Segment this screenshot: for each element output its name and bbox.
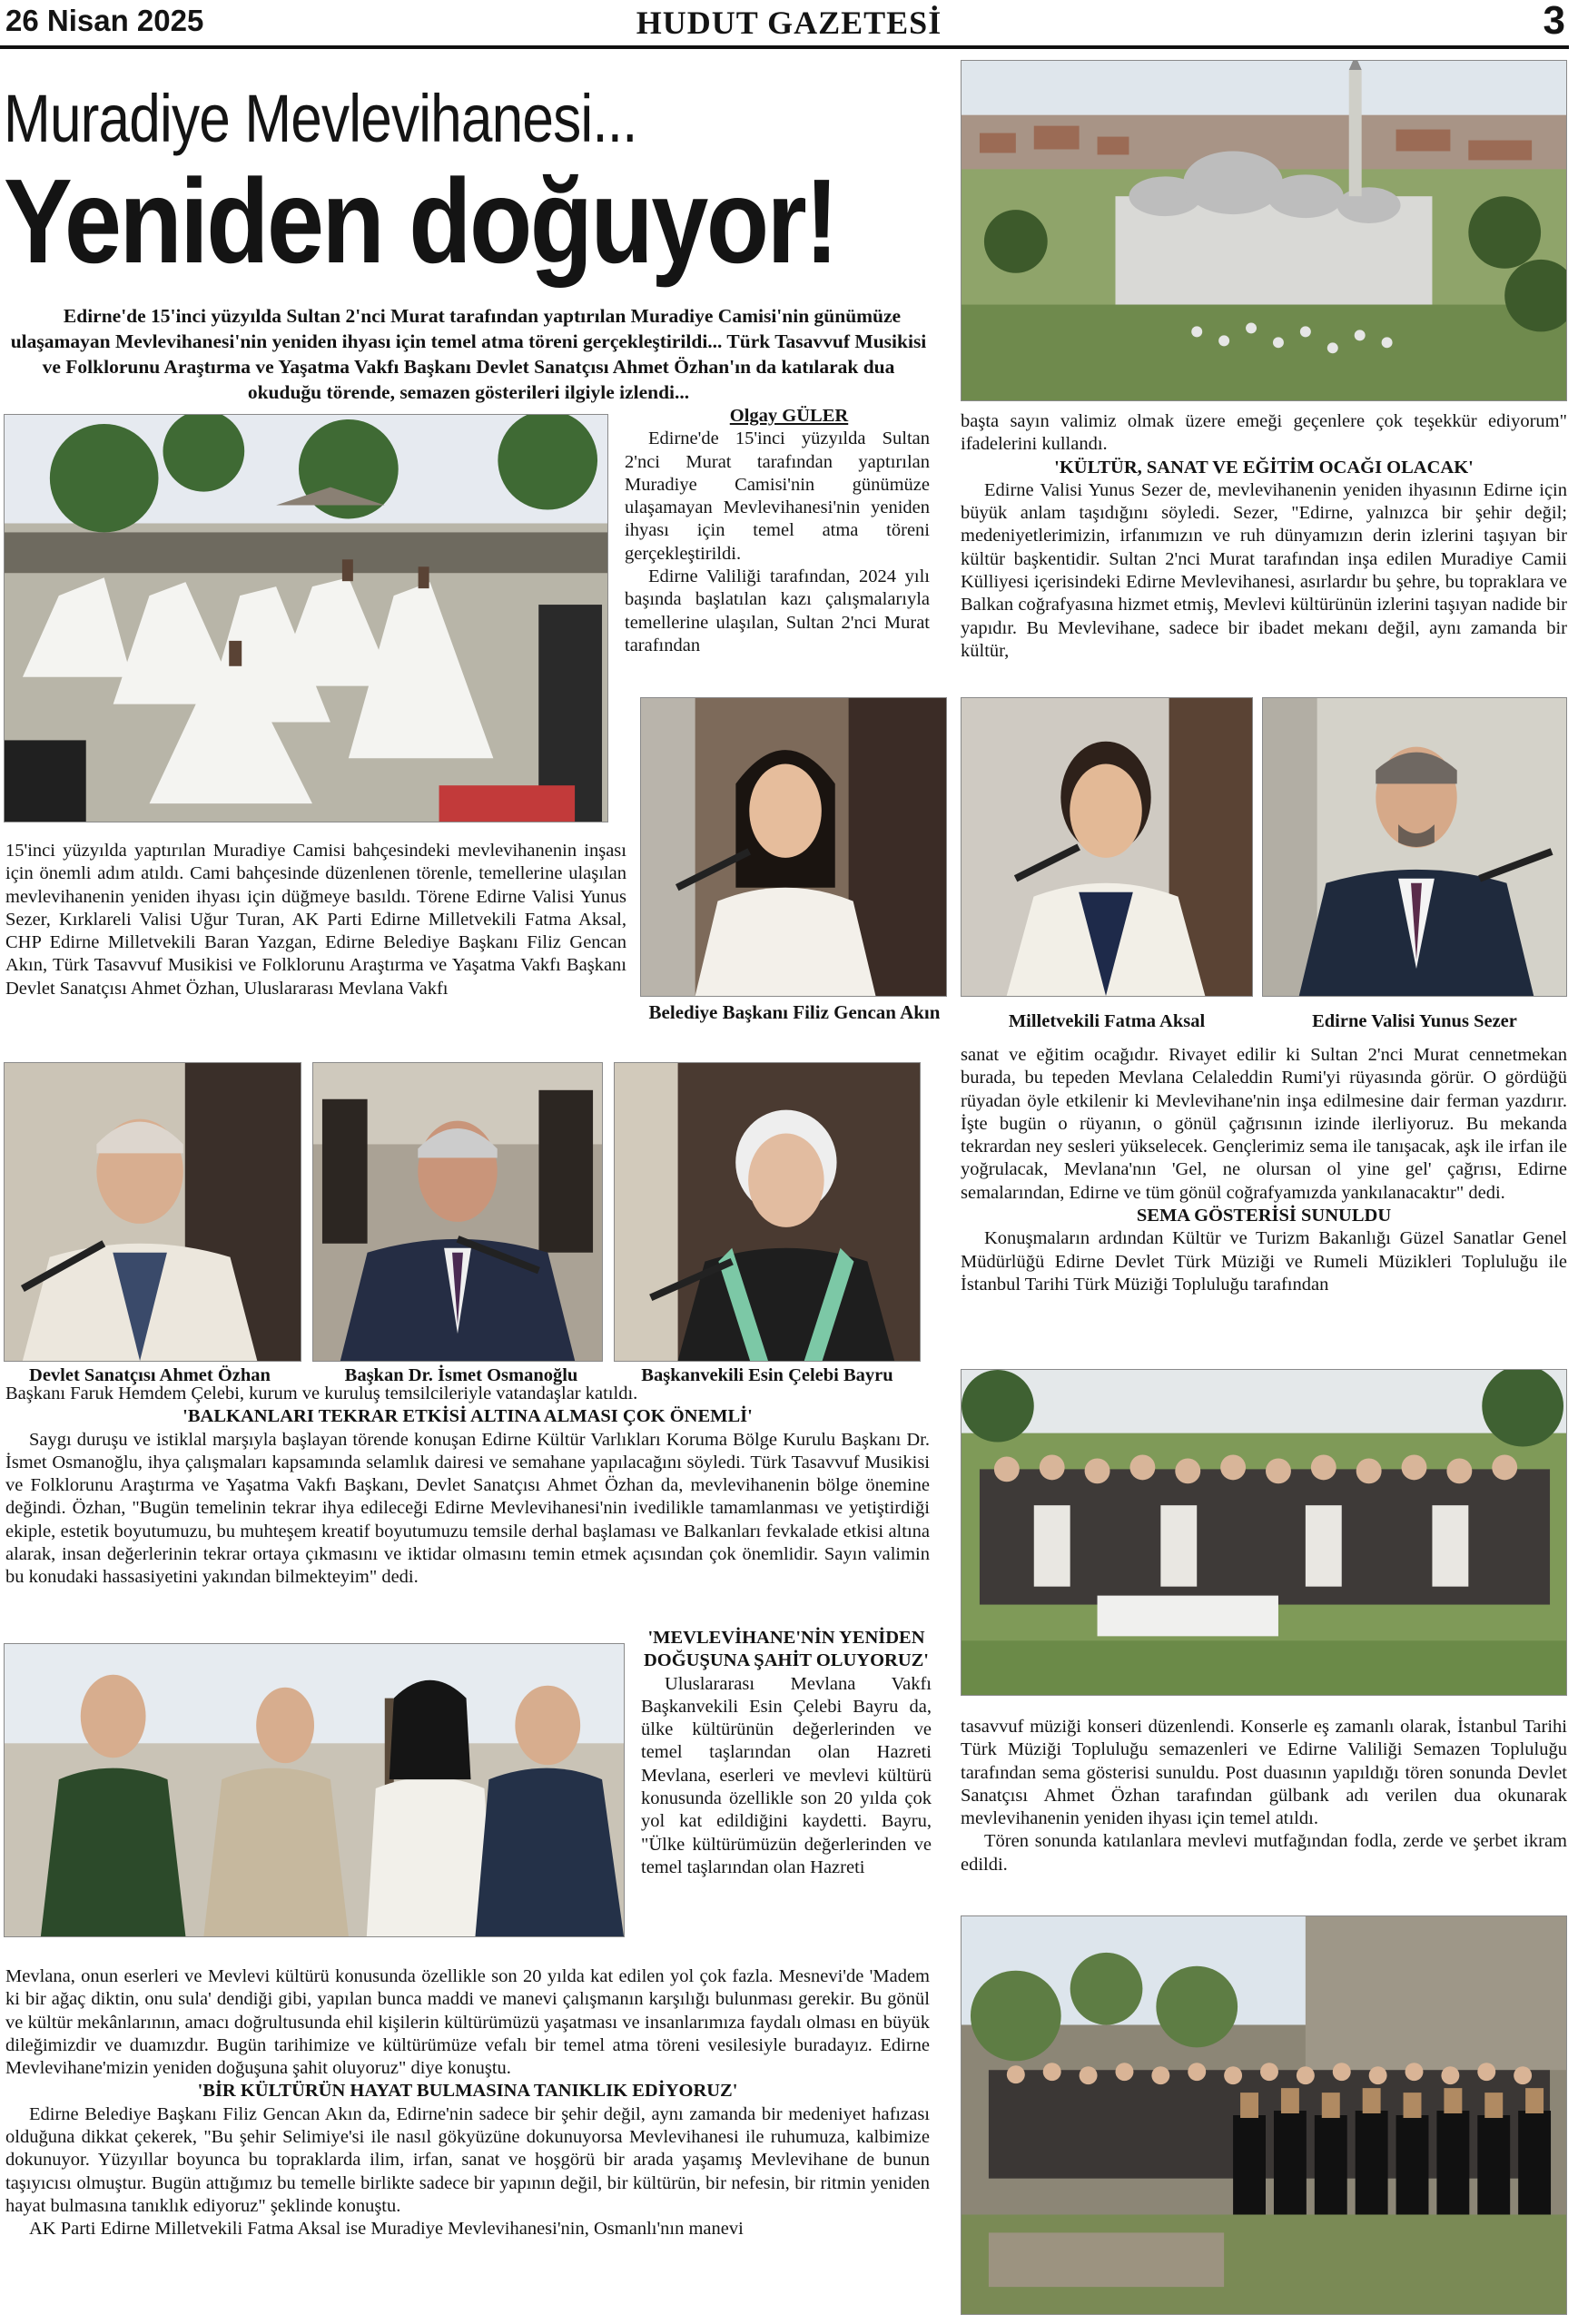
masthead-date: 26 Nisan 2025 (5, 4, 204, 37)
caption-ozhan: Devlet Sanatçısı Ahmet Özhan (29, 1365, 271, 1385)
photo-ozhan (4, 1062, 301, 1362)
col-r2-p2: Konuşmaların ardından Kültür ve Turizm Bakanlığı Güzel Sanatlar Genel Müdürlüğü Edirne Devlet Türk Müziği ve Rumeli Müzikleri Topluluğu ile İstanbul Tarihi Türk Müziği Topluluğu tarafından (961, 1228, 1567, 1295)
photo-mp (961, 697, 1253, 997)
col-c-sub1: 'BALKANLARI TEKRAR ETKİSİ ALTINA ALMASI ÇOK ÖNEMLİ' (182, 1406, 753, 1427)
photo-handshake (4, 1643, 625, 1937)
col-r3-p1: tasavvuf müziği konseri düzenlendi. Konserle eş zamanlı olarak, İstanbul Tarihi Türk Müziği Topluluğu semazenleri ve Edirne Valiliği Semazen Topluluğu tarafından sema gösterisi sunuldu. Post duasının yapıldığı tören sonunda Devlet Sanatçısı Ahmet Özhan tarafından gülbank adı verilen dua okunarak mevlevihanenin yeniden ihyası için temel atıldı. (961, 1717, 1567, 1829)
photo-mayor (640, 697, 947, 997)
col-e-p3: AK Parti Edirne Milletvekili Fatma Aksal ise Muradiye Mevlevihanesi'nin, Osmanlı'nın manevi (29, 2219, 744, 2240)
kicker: Muradiye Mevlevihanesi... (4, 81, 637, 156)
col-a-p1: Edirne'de 15'inci yüzyılda Sultan 2'nci Murat tarafından yaptırılan Muradiye Camisi'nin günümüze ulaşamayan Mevlevihanesi'nin yeniden ihyası için temel atma töreni gerçekleştirildi. (625, 428, 930, 564)
col-d-p1: Uluslararası Mevlana Vakfı Başkanvekili Esin Çelebi Bayru da, ülke kültürünün değerlerinden ve temel taşlarından olan Hazreti Mevlana, eserleri ve mevlevi kültürü konusunda özellikle son 20 yılda çok yol kat edildiğini kaydetti. Bayru, "Ülke kültürümüzün değerlerinden ve temel taşlarından olan Hazreti (641, 1673, 932, 1877)
col-r2-sub: SEMA GÖSTERİSİ SUNULDU (1136, 1206, 1392, 1226)
lead-paragraph: Edirne'de 15'inci yüzyılda Sultan 2'nci Murat tarafından yaptırılan Muradiye Camisi'nin günümüze ulaşamayan Mevlevihanesi'nin yeniden ihyası için temel atma töreni gerçekleştirildi... Türk Tasavvuf Musikisi ve Folklorunu Araştırma ve Yaşatma Vakfı Başkanı Devlet Sanatçısı Ahmet Özhan'ın da katılarak dua okuduğu törende, semazen gösterileri ilgiyle izlendi... (10, 305, 927, 403)
photo-semazen (4, 414, 608, 822)
col-e-p1: Mevlana, onun eserleri ve Mevlevi kültürü konusunda özellikle son 20 yılda kat edilen yol çok fazla. Mesnevi'de 'Madem ki bir ağaç diktin, onu sula' dendiği gibi, yapılan bunca maddi ve manevi çalışmanın karşılığı bulunması gerekir. Bu gönül ve kültür mekânlarının, amacı doğrultusunda ehil kişilerin kültürümüzü yaşatması ve insanlarımıza faydalı olması en büyük dileğimizdir ve duamızdır. Bugün tarihimize ve kültürümüze vefalı bir temel atma töreni vesilesiyle buradayız. Edirne Mevlevihane'mizin yeniden doğuşuna şahit oluyoruz" diye konuştu. (5, 1966, 930, 2079)
photo-aerial-mosque (961, 60, 1567, 401)
headline: Yeniden doğuyor! (4, 154, 837, 288)
col-e-sub: 'BİR KÜLTÜRÜN HAYAT BULMASINA TANIKLIK EDİYORUZ' (197, 2081, 738, 2102)
col-a-p2: Edirne Valiliği tarafından, 2024 yılı başında başlatılan kazı çalışmalarıyla temellerine ulaşılan, Sultan 2'nci Murat tarafından (625, 566, 930, 655)
newspaper-name: HUDUT GAZETESİ (636, 5, 942, 41)
col-d-sub: 'MEVLEVİHANE'NİN YENİDEN DOĞUŞUNA ŞAHİT OLUYORUZ' (643, 1628, 930, 1671)
caption-mayor: Belediye Başkanı Filiz Gencan Akın (648, 1001, 941, 1023)
col-r1-sub: 'KÜLTÜR, SANAT VE EĞİTİM OCAĞI OLACAK' (1054, 457, 1474, 478)
masthead-rule (0, 45, 1569, 49)
col-b-p1: 15'inci yüzyılda yaptırılan Muradiye Camisi bahçesindeki mevlevihanenin inşası için önemli adım atıldı. Cami bahçesinde düzenlenen törenle, temellerine ulaşılan mevlevihanenin yeniden ihyası için düğmeye basıldı. Törene Edirne Valisi Yunus Sezer, Kırklareli Valisi Uğur Turan, AK Parti Edirne Milletvekili Fatma Aksal, CHP Edirne Milletvekili Baran Yazgan, Edirne Belediye Başkanı Filiz Gencan Akın, Türk Tasavvuf Musikisi ve Folklorunu Araştırma ve Yaşatma Vakfı Başkanı Devlet Sanatçısı Ahmet Özhan, Uluslararası Mevlana Vakfı (5, 841, 626, 999)
col-c-p1: Başkanı Faruk Hemdem Çelebi, kurum ve kuruluş temsilcileriyle vatandaşlar katıldı. (5, 1384, 638, 1403)
caption-bayru: Başkanvekili Esin Çelebi Bayru (641, 1365, 893, 1385)
photo-group-semazen (961, 1915, 1567, 2315)
photo-bayru (614, 1062, 921, 1362)
col-r3-p2: Tören sonunda katılanlara mevlevi mutfağından fodla, zerde ve şerbet ikram edildi. (961, 1831, 1567, 1875)
col-e-p2: Edirne Belediye Başkanı Filiz Gencan Akın da, Edirne'nin sadece bir şehir değil, aynı zamanda bir medeniyet hafızası olduğuna dikkat çekerek, "Bu şehir Selimiye'si ile nasıl gökyüzüne dokunuyorsa Mevlevihanesi ile ruhumuza, kalbimize dokunuyor. Yüzyıllar boyunca bu topraklarda ilim, irfan, sanat ve hoşgörü bir arada yaşamış Mevlevihane de bunun taşıyıcısı olmuştur. Bugün attığımız bu temelle birlikte sadece bir yapının değil, bir kültürün, bir nefesin, bir ritmin yeniden hayat bulmasına tanıklık ediyoruz" şeklinde konuştu. (5, 2103, 930, 2216)
col-r2-p1: sanat ve eğitim ocağıdır. Rivayet edilir ki Sultan 2'nci Murat cennetmekan burada, bu tepeden Mevlana Celaleddin Rumi'yi rüyasında görür. O gördüğü rüyadan öyle etkilenir ki Mevlevihane'nin inşa edilmesine dair ferman yazdırır. İşte bugün o rüyanın, o gönül çağrısının izinde ilerliyoruz. Bu mekanda tekrardan ney sesleri yükselecek. Gençlerimiz sema ile tanışacak, aşk ile irfan ile yoğrulacak, Mevlana'nın 'Gel, ne olursan ol yine gel' çağrısı, Edirne semalarından, Edirne ve tüm gönül coğrafyamızda yankılanacaktır" dedi. (961, 1045, 1567, 1203)
byline: Olgay GÜLER (729, 406, 849, 426)
photo-audience (961, 1369, 1567, 1696)
photo-osmanoglu (312, 1062, 603, 1362)
col-c-p2: Saygı duruşu ve istiklal marşıyla başlayan törende konuşan Edirne Kültür Varlıkları Koruma Bölge Kurulu Başkanı Dr. İsmet Osmanoğlu, ihya çalışmaları kapsamında selamlık dairesi ve semahane yapılacağını söyledi. Türk Tasavvuf Musikisi ve Folklorunu Araştırma ve Yaşatma Vakfı Başkanı, Devlet Sanatçısı Ahmet Özhan da, mevlevihanenin bölge önemine değindi. Özhan, "Bugün temelinin tekrar ihya edileceği Edirne Mevlevihanesi'nin ivedilikle tamamlanması ve yetiştirdiği ekiple, estetik boyutumuzu, bu muhteşem kreatif boyutumuzu temsile derhal başlaması ve Balkanları fevkalade etkisi altına alarak, insan değerlerinin tekrar ortaya çıkmasını ve iktidar olmasını temin etmek açısından çok önemlidir. Sayın valimin bu konudaki hassasiyetini yakından bilmekteyim" dedi. (5, 1429, 930, 1588)
caption-mp: Milletvekili Fatma Aksal (1008, 1011, 1206, 1031)
photo-governor (1262, 697, 1567, 997)
page-number: 3 (1543, 0, 1565, 43)
caption-governor: Edirne Valisi Yunus Sezer (1312, 1011, 1517, 1031)
caption-osmanoglu: Başkan Dr. İsmet Osmanoğlu (344, 1365, 578, 1385)
col-r1-p2: Edirne Valisi Yunus Sezer de, mevlevihanenin yeniden ihyasının Edirne için büyük anlam taşıdığını söyledi. Sezer, "Edirne, yalnızca bir şehir değil; medeniyetlerimizin, irfanımızın ve ruh dünyamızın derin izlerini taşıyan bir kültür başkentidir. Sultan 2'nci Murat tarafından inşa edilen Muradiye Camii Külliyesi içerisindeki Edirne Mevlevihanesi, asırlardır bu şehre, bu topraklara ve Balkan coğrafyasına hizmet etmiş, Mevlevi kültürünün izlerini taşıyan nadide bir yapıdır. Bu Mevlevihane, sadece bir ibadet mekanı değil, aynı zamanda bir kültür, (961, 479, 1567, 661)
col-r1-p1: başta sayın valimiz olmak üzere emeği geçenlere çok teşekkür ediyorum" ifadelerini kullandı. (961, 411, 1567, 455)
